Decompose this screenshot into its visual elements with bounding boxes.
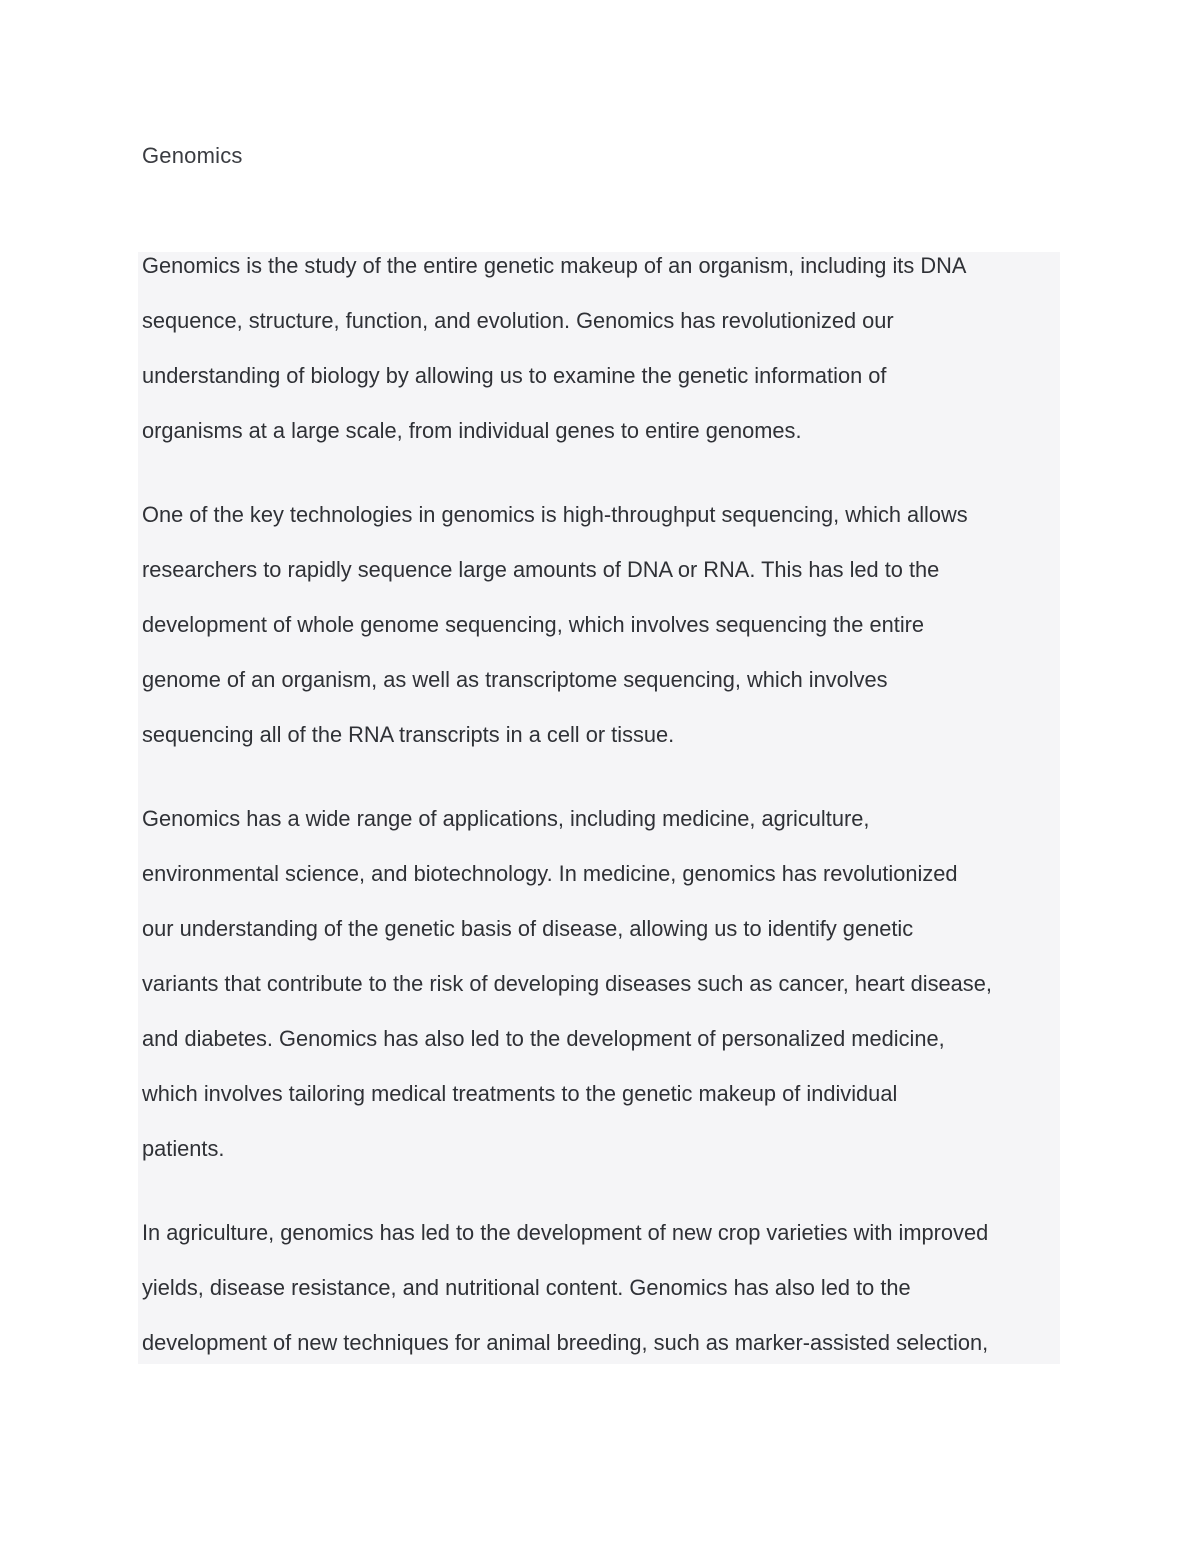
text-line: understanding of biology by allowing us to examine the genetic information of	[142, 363, 887, 388]
text-line: which involves tailoring medical treatments to the genetic makeup of individual	[142, 1081, 898, 1106]
text-line: development of whole genome sequencing, which involves sequencing the entire	[142, 612, 925, 637]
text-line: patients.	[142, 1136, 225, 1161]
text-line: sequence, structure, function, and evolution. Genomics has revolutionized our	[142, 308, 894, 333]
paragraph-3	[142, 791, 1072, 1176]
paragraph-4	[142, 1205, 1072, 1370]
document-body	[142, 238, 1072, 1399]
text-line: organisms at a large scale, from individual genes to entire genomes.	[142, 418, 802, 443]
text-line: sequencing all of the RNA transcripts in a cell or tissue.	[142, 722, 675, 747]
text-line: variants that contribute to the risk of developing diseases such as cancer, heart disease,	[142, 971, 992, 996]
text-line: One of the key technologies in genomics is high-throughput sequencing, which allows	[142, 502, 968, 527]
paragraph-1	[142, 238, 1072, 458]
paragraph-2	[142, 487, 1072, 762]
text-line: Genomics is the study of the entire genetic makeup of an organism, including its DNA	[142, 253, 967, 278]
text-line: Genomics has a wide range of applications, including medicine, agriculture,	[142, 806, 870, 831]
text-line: our understanding of the genetic basis of disease, allowing us to identify genetic	[142, 916, 914, 941]
document-title: Genomics	[142, 143, 243, 168]
text-line: genome of an organism, as well as transcriptome sequencing, which involves	[142, 667, 888, 692]
text-line: yields, disease resistance, and nutritional content. Genomics has also led to the	[142, 1275, 911, 1300]
text-line: environmental science, and biotechnology. In medicine, genomics has revolutionized	[142, 861, 958, 886]
text-line: researchers to rapidly sequence large amounts of DNA or RNA. This has led to the	[142, 557, 940, 582]
text-line: development of new techniques for animal breeding, such as marker-assisted selection,	[142, 1330, 989, 1355]
text-line: and diabetes. Genomics has also led to the development of personalized medicine,	[142, 1026, 945, 1051]
text-line: In agriculture, genomics has led to the development of new crop varieties with improved	[142, 1220, 989, 1245]
